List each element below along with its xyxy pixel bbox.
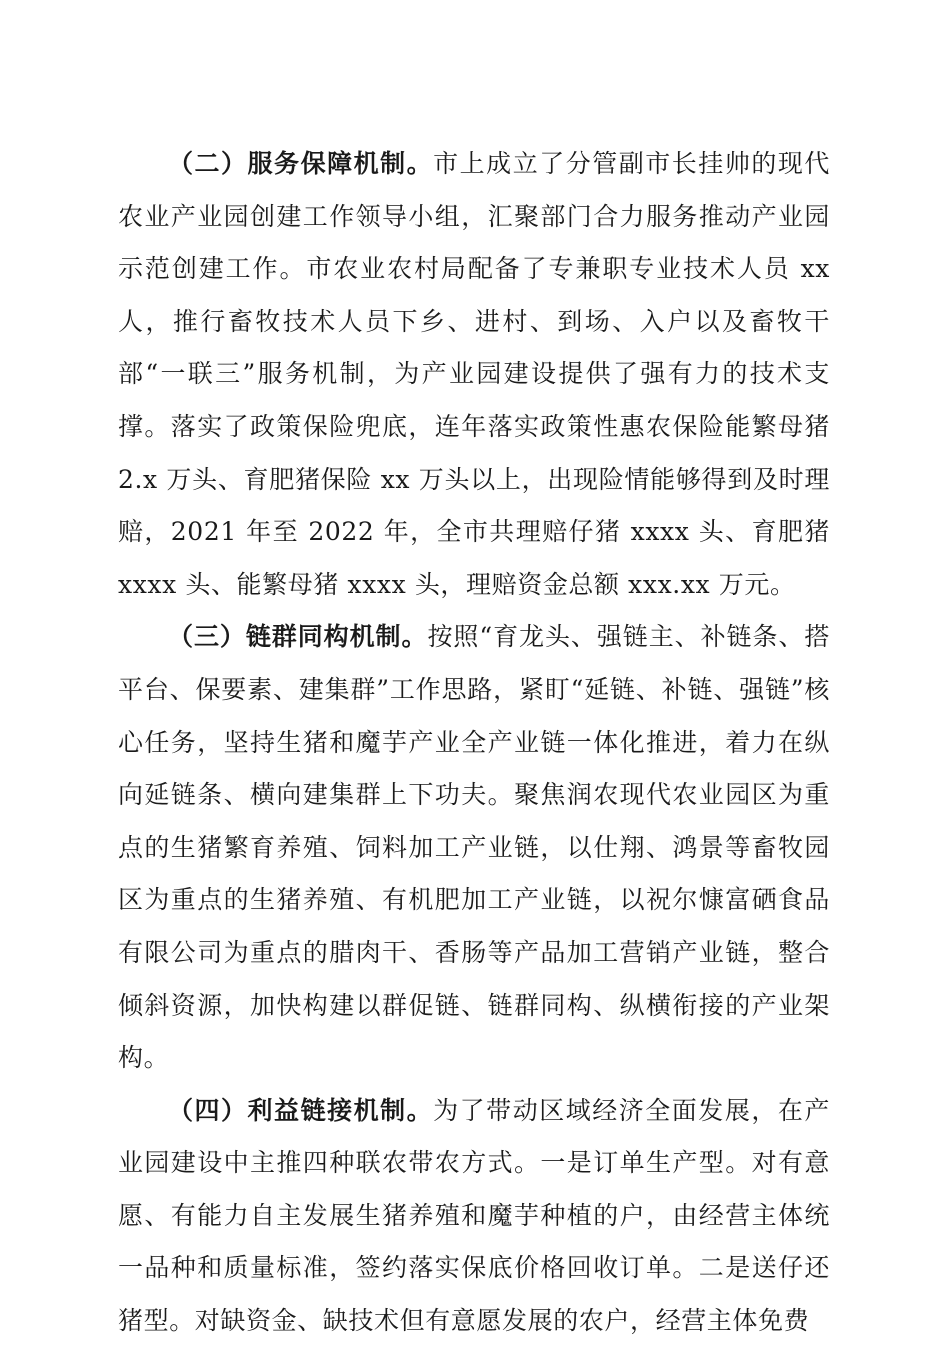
document-page: [118, 138, 830, 1348]
section-heading: （三）链群同构机制。: [168, 622, 428, 652]
paragraph-body: 为了带动区域经济全面发展，在产业园建设中主推四种联农带农方式。一是订单生产型。对有意愿、有能力自主发展生猪养殖和魔芋种植的户，由经营主体统一品种和质量标准，签约落实保底价格回收订单。二是送仔还猪型。对缺资金、缺技术但有意愿发展的农户，经营主体免费: [118, 1095, 830, 1336]
paragraph-body: 市上成立了分管副市长挂帅的现代农业产业园创建工作领导小组，汇聚部门合力服务推动产业园示范创建工作。市农业农村局配备了专兼职专业技术人员 xx 人，推行畜牧技术人员下乡、进村、到场、入户以及畜牧干部“一联三”服务机制，为产业园建设提供了强有力的技术支撑。落实了政策保险兜底，连年落实政策性惠农保险能繁母猪 2.x 万头、育肥猪保险 xx 万头以上，出现险情能够得到及时理赔，2021 年至 2022 年，全市共理赔仔猪 xxxx 头、育肥猪 xxxx 头、能繁母猪 xxxx 头，理赔资金总额 xxx.xx 万元。: [118, 149, 830, 599]
section-heading: （四）利益链接机制。: [168, 1095, 434, 1125]
paragraph-body: 按照“育龙头、强链主、补链条、搭平台、保要素、建集群”工作思路，紧盯“延链、补链、强链”核心任务，坚持生猪和魔芋产业全产业链一体化推进，着力在纵向延链条、横向建集群上下功夫。聚焦润农现代农业园区为重点的生猪繁育养殖、饲料加工产业链，以仕翔、鸿景等畜牧园区为重点的生猪养殖、有机肥加工产业链，以祝尔慷富硒食品有限公司为重点的腊肉干、香肠等产品加工营销产业链，整合倾斜资源，加快构建以群促链、链群同构、纵横衔接的产业架构。: [118, 622, 830, 1073]
paragraph-chain-cluster: [118, 611, 830, 1084]
paragraph-benefit-linkage: [118, 1085, 830, 1348]
section-heading: （二）服务保障机制。: [168, 149, 434, 178]
paragraph-service-guarantee: [118, 138, 830, 611]
